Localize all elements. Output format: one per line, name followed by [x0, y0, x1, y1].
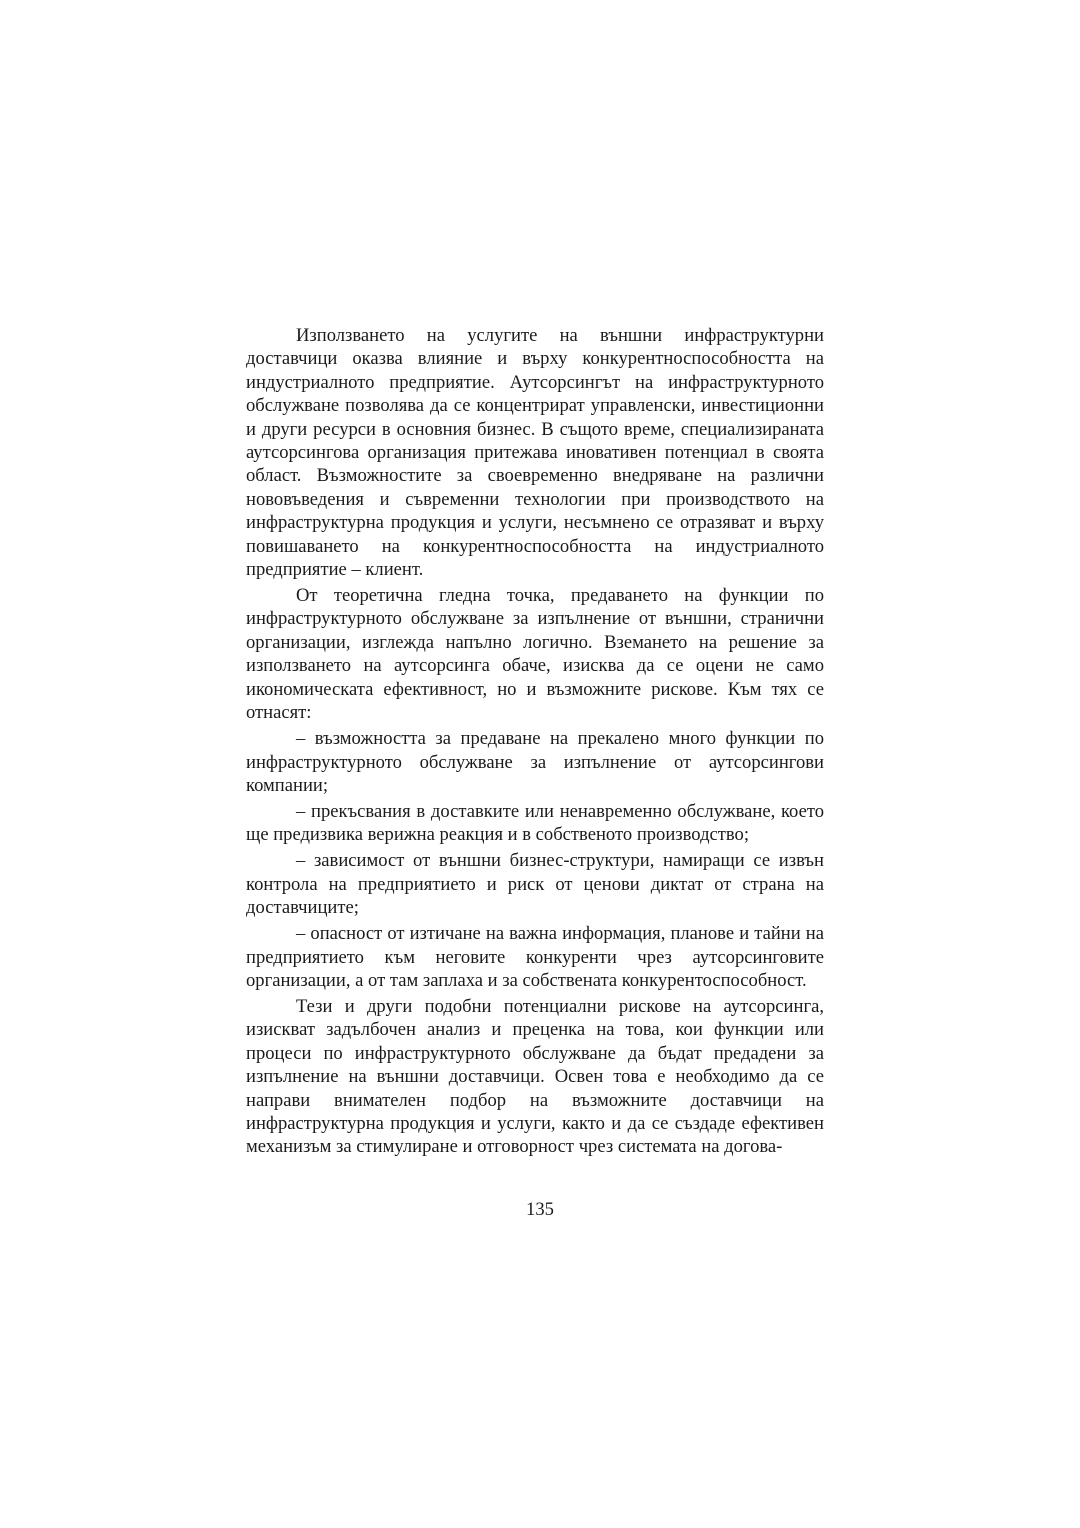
risk-item-information-leak: – опасност от изтичане на важна информация, планове и тайни на предприятието към неговите конкуренти чрез аутсорсинговите организации, а от там заплаха и за собствената конкурентоспособност. — [246, 923, 824, 991]
risk-item-supply-interruptions: – прекъсвания в доставките или ненавременно обслужване, което ще предизвика верижна реакция и в собственото производство; — [246, 800, 824, 846]
risk-item-external-dependence: – зависимост от външни бизнес-структури, намиращи се извън контрола на предприятието и риск от ценови диктат от страна на доставчиците; — [246, 850, 824, 919]
page-number: 135 — [526, 1199, 554, 1220]
body-text — [246, 324, 824, 1161]
paragraph-theory: От теоретична гледна точка, предаването на функции по инфраструктурното обслужване за изпълнение от външни, странични организации, изглежда напълно логично. Вземането на решение за използването на аутсорсинга обаче, изисква да се оцени не само икономическата ефективност, но и възможните рискове. Към тях се отнасят: — [246, 585, 824, 724]
paragraph-intro: Използването на услугите на външни инфраструктурни доставчици оказва влияние и върху конкурентноспособността на индустриалното предприятие. Аутсорсингът на инфраструктурното обслужване позволява да се концентрират управленски, инвестиционни и други ресурси в основния бизнес. В същото време, специализираната аутсорсингова организация притежава иновативен потенциал в своята област. Възможностите за своевременно внедряване на различни нововъведения и съвременни технологии при производството на инфраструктурна продукция и услуги, несъмнено се отразяват и върху повишаването на конкурентноспособността на индустриалното предприятие – клиент. — [246, 325, 824, 581]
risk-item-too-many-functions: – възможността за предаване на прекалено много функции по инфраструктурното обслужване за изпълнение от аутсорсингови компании; — [246, 728, 824, 796]
paragraph-conclusion: Тези и други подобни потенциални рискове на аутсорсинга, изискват задълбочен анализ и преценка на това, кои функции или процеси по инфраструктурното обслужване да бъдат предадени за изпълнение на външни доставчици. Освен това е необходимо да се направи внимателен подбор на възможните доставчици на инфраструктурна продукция и услуги, както и да се създаде ефективен механизъм за стимулиране и отговорност чрез системата на догова- — [246, 995, 824, 1158]
